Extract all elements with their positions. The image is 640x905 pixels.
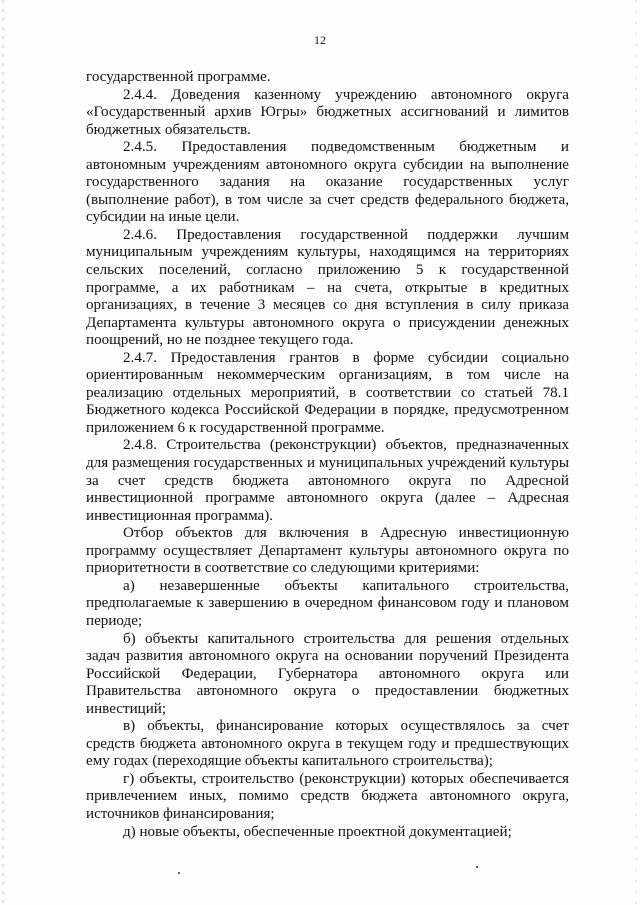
list-item-v: в) объекты, финансирование которых осуществлялось за счет средств бюджета автономного округа в текущем году и предшествующих ему годах (переходящие объекты капитального строительства); (86, 718, 569, 770)
scan-edge-artifact-left (2, 0, 4, 905)
list-item-d: д) новые объекты, обеспеченные проектной документацией; (123, 823, 512, 840)
paragraph-2-4-5: 2.4.5. Предоставления подведомственным бюджетным и автономным учреждениям автономного округа субсидии на выполнение государственного задания на оказание государственных услуг (выполнение работ), в том числе за счет средств федерального бюджета, субсидии на иные цели. (86, 139, 569, 226)
document-body (86, 69, 569, 841)
paragraph-continuation: государственной программе. (86, 69, 271, 85)
list-item-g: г) объекты, строительство (реконструкции) которых обеспечивается привлечением иных, помимо средств бюджета автономного округа, источников финансирования; (86, 770, 569, 822)
scan-speck (476, 866, 478, 868)
scan-speck (178, 872, 180, 874)
scan-edge-artifact-right (636, 0, 637, 905)
paragraph-2-4-4: 2.4.4. Доведения казенному учреждению автономного округа «Государственный архив Югры» бюджетных ассигнований и лимитов бюджетных обязательств. (86, 86, 569, 138)
page-number: 12 (314, 33, 326, 47)
paragraph-2-4-7: 2.4.7. Предоставления грантов в форме субсидии социально ориентированным некоммерческим организациям, в том числе на реализацию отдельных мероприятий, в соответствии со статьей 78.1 Бюджетного кодекса Российской Федерации в порядке, предусмотренном приложением 6 к государственной программе. (86, 349, 569, 436)
list-item-b: б) объекты капитального строительства для решения отдельных задач развития автономного округа на основании поручений Президента Российской Федерации, Губернатора автономного округа или Правительства автономного округа о предоставлении бюджетных инвестиций; (86, 630, 569, 717)
list-item-a: а) незавершенные объекты капитального строительства, предполагаемые к завершению в очередном финансовом году и плановом периоде; (86, 577, 569, 629)
paragraph-2-4-6: 2.4.6. Предоставления государственной поддержки лучшим муниципальным учреждениям культуры, находящимся на территориях сельских поселений, согласно приложению 5 к государственной программе, а их работникам – на счета, открытые в кредитных организациях, в течение 3 месяцев со дня вступления в силу приказа Департамента культуры автономного округа о присуждении денежных поощрений, но не позднее текущего года. (86, 226, 569, 349)
paragraph-2-4-8: 2.4.8. Строительства (реконструкции) объектов, предназначенных для размещения государственных и муниципальных учреждений культуры за счет средств бюджета автономного округа по Адресной инвестиционной программе автономного округа (далее – Адресная инвестиционная программа). (86, 437, 569, 524)
paragraph-selection-criteria: Отбор объектов для включения в Адресную инвестиционную программу осуществляет Департамент культуры автономного округа по приоритетности в соответствие со следующими критериями: (86, 525, 569, 577)
